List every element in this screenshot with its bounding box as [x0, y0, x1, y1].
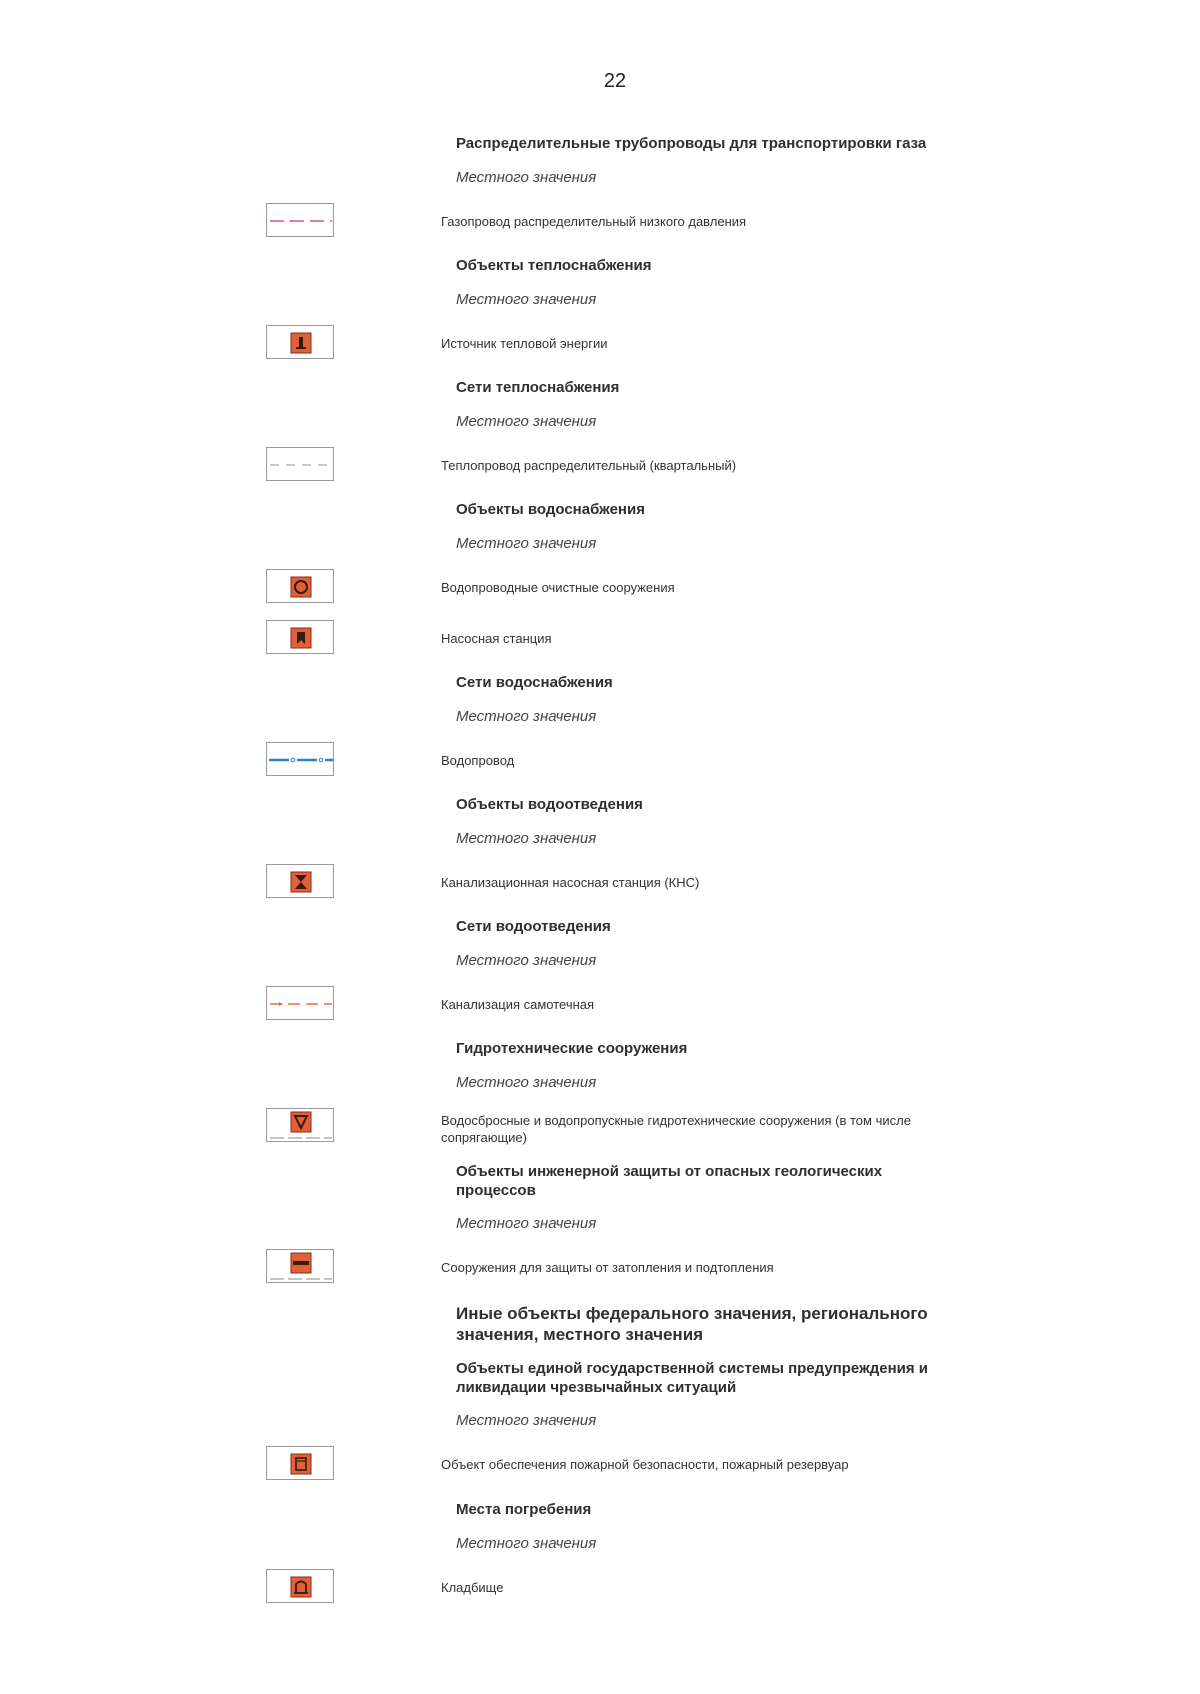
legend-entry-label: Канализация самотечная — [441, 997, 595, 1012]
fire-safety-reservoir-icon — [266, 1446, 334, 1480]
flood-protection-icon — [266, 1249, 334, 1283]
legend-entry-label: Теплопровод распределительный (квартальный) — [441, 458, 737, 473]
section-heading: Объекты водоснабжения — [456, 501, 645, 518]
section-subheading: Местного значения — [456, 1074, 597, 1091]
heat-pipeline-icon — [266, 447, 334, 481]
legend-entry-label: Источник тепловой энергии — [441, 336, 608, 351]
cemetery-icon — [266, 1569, 334, 1603]
section-heading: Сети теплоснабжения — [456, 379, 620, 396]
legend-entry-label: Кладбище — [441, 1580, 504, 1595]
section-subheading: Местного значения — [456, 535, 597, 552]
section-heading: Распределительные трубопроводы для транспортировки газа — [456, 135, 927, 152]
section-subheading: Местного значения — [456, 708, 597, 725]
section-heading: Объекты инженерной защиты от опасных геологических процессов — [456, 1163, 883, 1199]
water-treatment-icon — [266, 569, 334, 603]
legend-entry-label: Насосная станция — [441, 631, 552, 646]
section-heading: Сети водоснабжения — [456, 674, 613, 691]
section-subheading: Местного значения — [456, 1535, 597, 1552]
heat-source-icon — [266, 325, 334, 359]
water-pipeline-icon — [266, 742, 334, 776]
gas-pipeline-low-pressure-icon — [266, 203, 334, 237]
pumping-station-icon — [266, 620, 334, 654]
section-heading: Сети водоотведения — [456, 918, 611, 935]
section-subheading: Местного значения — [456, 1412, 597, 1429]
section-heading: Иные объекты федерального значения, регионального значения, местного значения — [456, 1304, 928, 1344]
section-subheading: Местного значения — [456, 291, 597, 308]
section-heading: Объекты теплоснабжения — [456, 257, 652, 274]
section-subheading: Местного значения — [456, 413, 597, 430]
section-subheading: Местного значения — [456, 952, 597, 969]
section-heading: Объекты водоотведения — [456, 796, 643, 813]
legend-entry-label: Сооружения для защиты от затопления и подтопления — [441, 1260, 774, 1275]
legend-entry-label: Водосбросные и водопропускные гидротехнические сооружения (в том числе сопрягающие) — [441, 1113, 911, 1145]
section-subheading: Местного значения — [456, 1215, 597, 1232]
spillway-structure-icon — [266, 1108, 334, 1142]
section-subheading: Местного значения — [456, 830, 597, 847]
gravity-sewer-icon — [266, 986, 334, 1020]
legend-entry-label: Водопроводные очистные сооружения — [441, 580, 675, 595]
legend-entry-label: Водопровод — [441, 753, 515, 768]
legend-entry-label: Канализационная насосная станция (КНС) — [441, 875, 700, 890]
sewage-pumping-station-icon — [266, 864, 334, 898]
legend-entry-label: Объект обеспечения пожарной безопасности, пожарный резервуар — [441, 1457, 849, 1472]
section-heading: Объекты единой государственной системы предупреждения и ликвидации чрезвычайных ситуаций — [456, 1360, 928, 1396]
section-subheading: Местного значения — [456, 169, 597, 186]
page-number: 22 — [603, 70, 627, 92]
section-heading: Места погребения — [456, 1501, 592, 1518]
section-heading: Гидротехнические сооружения — [456, 1040, 688, 1057]
legend-entry-label: Газопровод распределительный низкого давления — [441, 214, 747, 229]
